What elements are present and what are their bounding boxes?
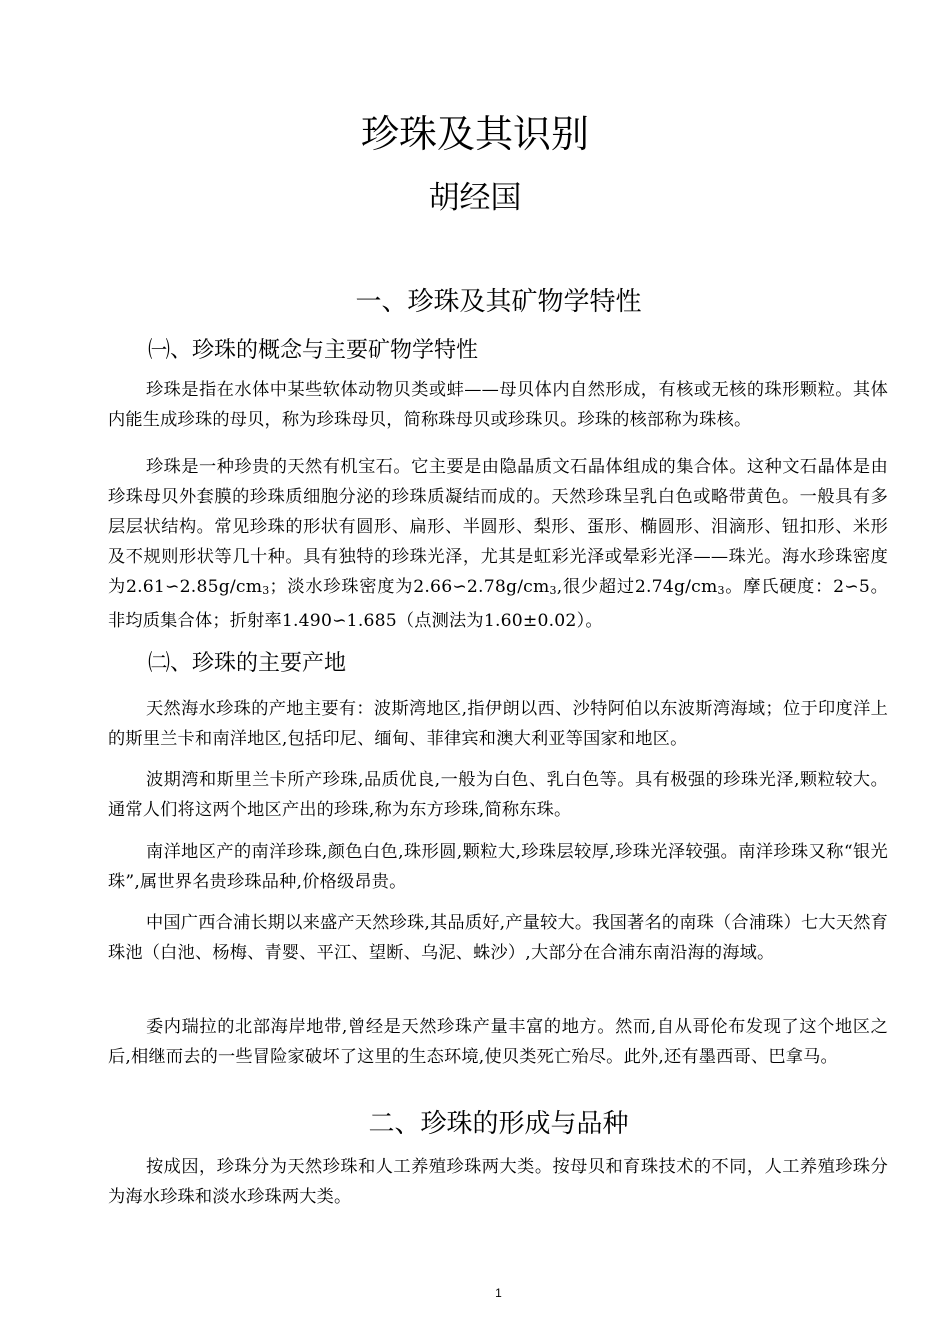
paragraph-hepu: 中国广西合浦长期以来盛产天然珍珠,其品质好,产量较大。我国著名的南珠（合浦珠）七大天然育珠池（白池、杨梅、青婴、平江、望断、乌泥、蛛沙）,大部分在合浦东南沿海的海域。 <box>108 913 888 963</box>
text-fragment: ；淡水珍珠密度为2.66∽2.78g/cm <box>269 577 550 597</box>
superscript-unit: 3 <box>549 584 557 597</box>
section-heading-1: 一、珍珠及其矿物学特性 <box>355 287 642 317</box>
paragraph-venezuela: 委内瑞拉的北部海岸地带,曾经是天然珍珠产量丰富的地方。然而,自从哥伦布发现了这个地区之后,相继而去的一些冒险家破坏了这里的生态环境,使贝类死亡殆尽。此外,还有墨西哥、巴拿马。 <box>108 1017 888 1067</box>
paragraph-persian-gulf: 波期湾和斯里兰卡所产珍珠,品质优良,一般为白色、乳白色等。具有极强的珍珠光泽,颗粒较大。通常人们将这两个地区产出的珍珠,称为东方珍珠,简称东珠。 <box>108 770 888 820</box>
superscript-unit: 3 <box>717 584 725 597</box>
superscript-unit: 3 <box>262 584 270 597</box>
paragraph-pearl-properties <box>108 452 888 636</box>
section-heading-2: 二、珍珠的形成与品种 <box>368 1109 629 1139</box>
subsection-heading-2: ㈡、珍珠的主要产地 <box>148 651 347 676</box>
document-title: 珍珠及其识别 <box>360 112 589 156</box>
text-fragment: 。摩氏硬度：2∽5。非均质集合体；折射率1.490∽1.685（点测法为1.60±0.02）。 <box>108 577 888 631</box>
paragraph-origins: 天然海水珍珠的产地主要有：波斯湾地区,指伊朗以西、沙特阿伯以东波斯湾海域；位于印度洋上的斯里兰卡和南洋地区,包括印尼、缅甸、菲律宾和澳大利亚等国家和地区。 <box>108 699 888 749</box>
text-fragment: 珍珠是一种珍贵的天然有机宝石。它主要是由隐晶质文石晶体组成的集合体。这种文石晶体是由珍珠母贝外套膜的珍珠质细胞分泌的珍珠质凝结而成的。天然珍珠呈乳白色或略带黄色。一般具有多层层状结构。常见珍珠的形状有圆形、扁形、半圆形、梨形、蛋形、椭圆形、泪滴形、钮扣形、米形及不规则形状等几十种。具有独特的珍珠光泽，尤其是虹彩光泽或晕彩光泽——珠光。海水珍珠密度为2.61∽2.85g/cm <box>108 457 888 597</box>
text-fragment: ,很少超过2.74g/cm <box>556 577 718 597</box>
paragraph-pearl-definition: 珍珠是指在水体中某些软体动物贝类或蚌——母贝体内自然形成，有核或无核的珠形颗粒。其体内能生成珍珠的母贝，称为珍珠母贝，简称珠母贝或珍珠贝。珍珠的核部称为珠核。 <box>108 380 888 430</box>
subsection-heading-1: ㈠、珍珠的概念与主要矿物学特性 <box>148 338 479 363</box>
document-author: 胡经国 <box>428 180 522 216</box>
paragraph-south-sea: 南洋地区产的南洋珍珠,颜色白色,珠形圆,颗粒大,珍珠层较厚,珍珠光泽较强。南洋珍珠又称“银光珠”,属世界名贵珍珠品种,价格级昂贵。 <box>108 842 888 892</box>
paragraph-classification: 按成因，珍珠分为天然珍珠和人工养殖珍珠两大类。按母贝和育珠技术的不同，人工养殖珍珠分为海水珍珠和淡水珍珠两大类。 <box>108 1157 888 1207</box>
page-number: 1 <box>495 1286 502 1300</box>
